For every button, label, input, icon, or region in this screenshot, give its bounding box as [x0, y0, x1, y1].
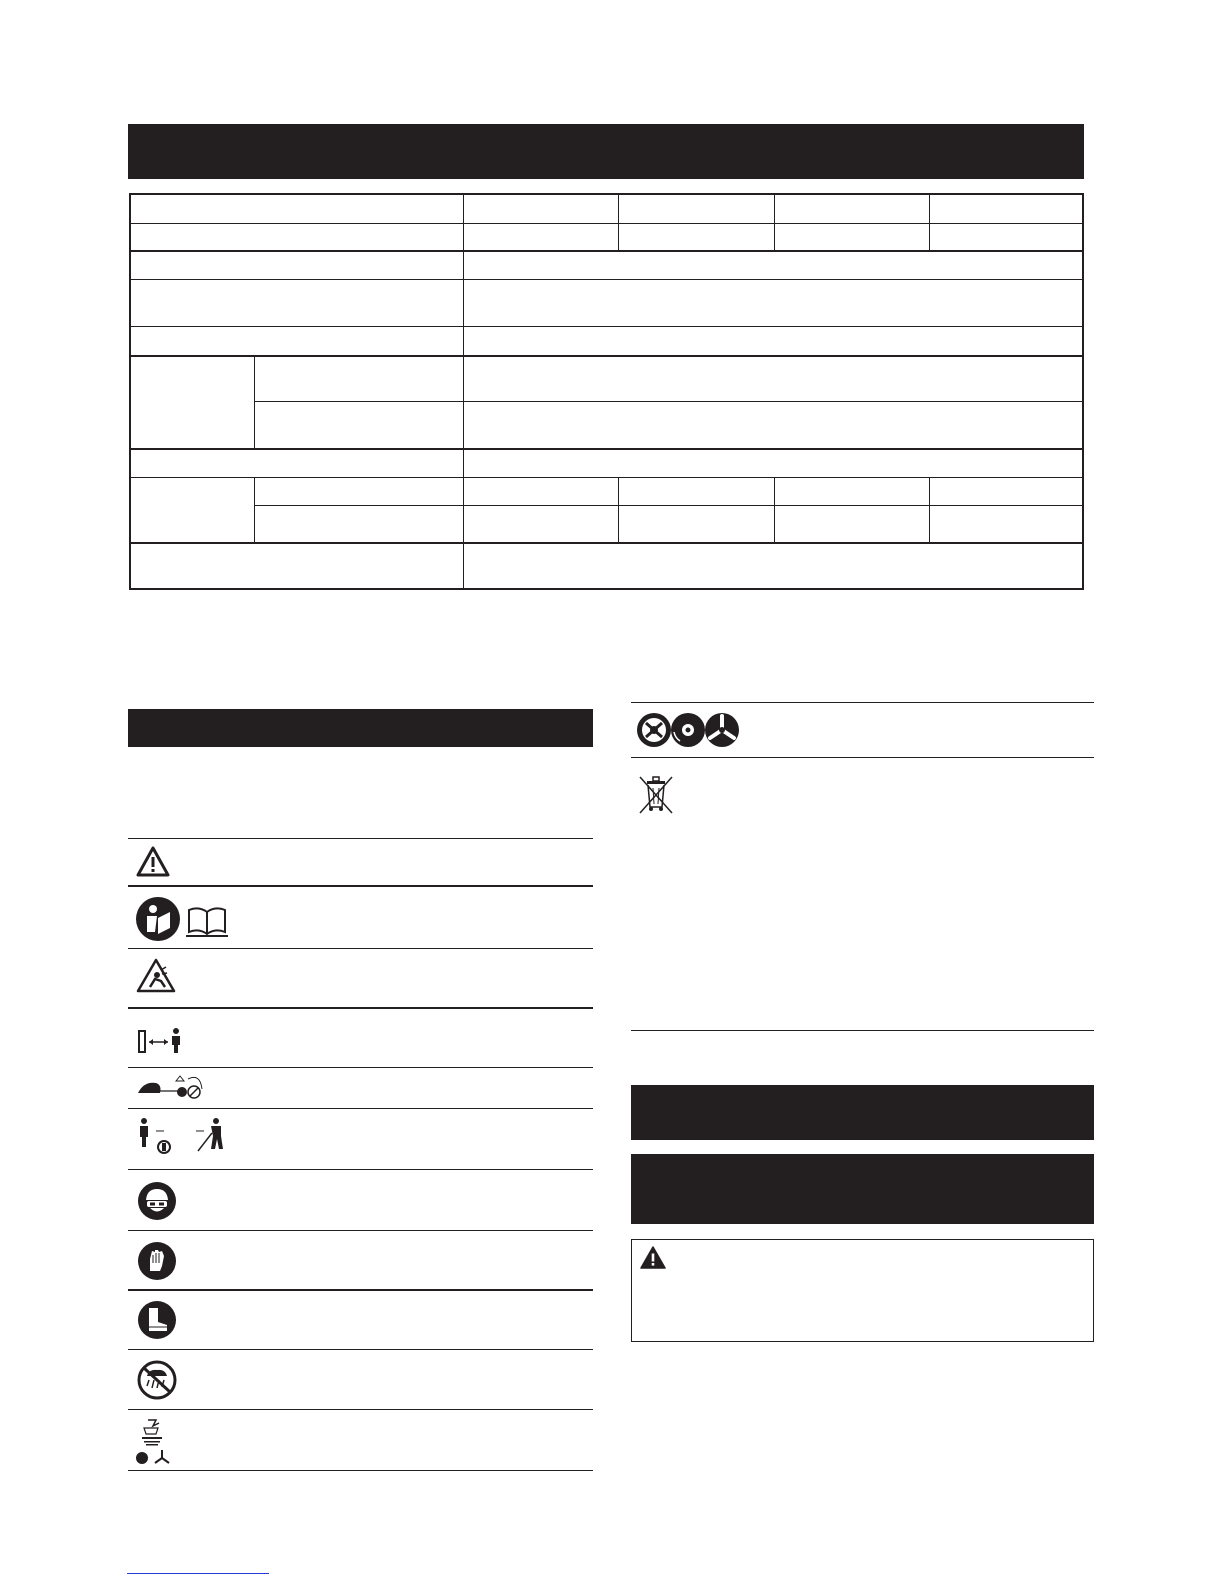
table-row-divider	[131, 542, 1082, 544]
intended-use-header-bar	[631, 1085, 1094, 1140]
max-cutting-speed-icon	[134, 1418, 176, 1468]
keep-bystanders-away-icon	[136, 1117, 228, 1157]
protective-boots-icon	[137, 1300, 177, 1340]
table-col-divider	[463, 195, 464, 588]
symbol-row-rule	[128, 1108, 593, 1109]
warning-icon	[640, 1246, 666, 1270]
no-rain-icon	[137, 1360, 177, 1400]
keep-distance-icon	[138, 1027, 184, 1055]
table-row-divider	[254, 505, 1082, 506]
table-row-divider	[131, 326, 1082, 327]
symbol-row-rule	[128, 948, 593, 949]
weee-crossed-bin-icon	[636, 773, 676, 815]
table-col-divider	[618, 477, 619, 542]
symbol-row-rule	[128, 1230, 593, 1231]
symbols-header-bar	[128, 709, 593, 747]
symbol-row-rule	[128, 1349, 593, 1350]
symbol-row-rule	[631, 1030, 1094, 1031]
protective-gloves-icon	[137, 1241, 177, 1281]
read-manual-icon	[136, 896, 231, 942]
table-col-divider	[254, 355, 255, 448]
table-col-divider	[929, 477, 930, 542]
warning-triangle-icon	[136, 846, 170, 878]
specifications-table	[129, 193, 1084, 590]
safety-warnings-header-bar	[631, 1154, 1094, 1224]
symbol-row-rule	[128, 1007, 593, 1009]
no-metal-blades-icon	[636, 711, 740, 749]
symbol-row-rule	[128, 838, 593, 839]
symbol-row-rule	[128, 1409, 593, 1410]
symbol-row-rule	[631, 702, 1094, 703]
table-row-divider	[254, 401, 1082, 402]
footer-link-underline[interactable]	[127, 1573, 269, 1574]
table-col-divider	[929, 195, 930, 250]
table-row-divider	[131, 279, 1082, 280]
table-row-divider	[131, 448, 1082, 450]
table-col-divider	[254, 477, 255, 542]
general-warning-box	[631, 1239, 1094, 1342]
symbol-row-rule	[631, 757, 1094, 758]
table-row-divider	[131, 250, 1082, 252]
table-col-divider	[774, 195, 775, 250]
falling-objects-warning-icon	[136, 958, 176, 994]
thrown-objects-icon	[136, 1075, 204, 1101]
symbol-row-rule	[128, 1169, 593, 1170]
table-col-divider	[774, 477, 775, 542]
symbol-row-rule	[128, 885, 593, 887]
symbol-row-rule	[128, 1470, 593, 1471]
table-row-divider	[131, 477, 1082, 478]
specifications-header-bar	[128, 124, 1084, 179]
symbol-row-rule	[128, 1289, 593, 1291]
table-row-divider	[131, 355, 1082, 357]
table-row-divider	[131, 223, 1082, 224]
table-col-divider	[618, 195, 619, 250]
helmet-eye-ear-protection-icon	[137, 1181, 177, 1221]
symbol-row-rule	[128, 1067, 593, 1068]
